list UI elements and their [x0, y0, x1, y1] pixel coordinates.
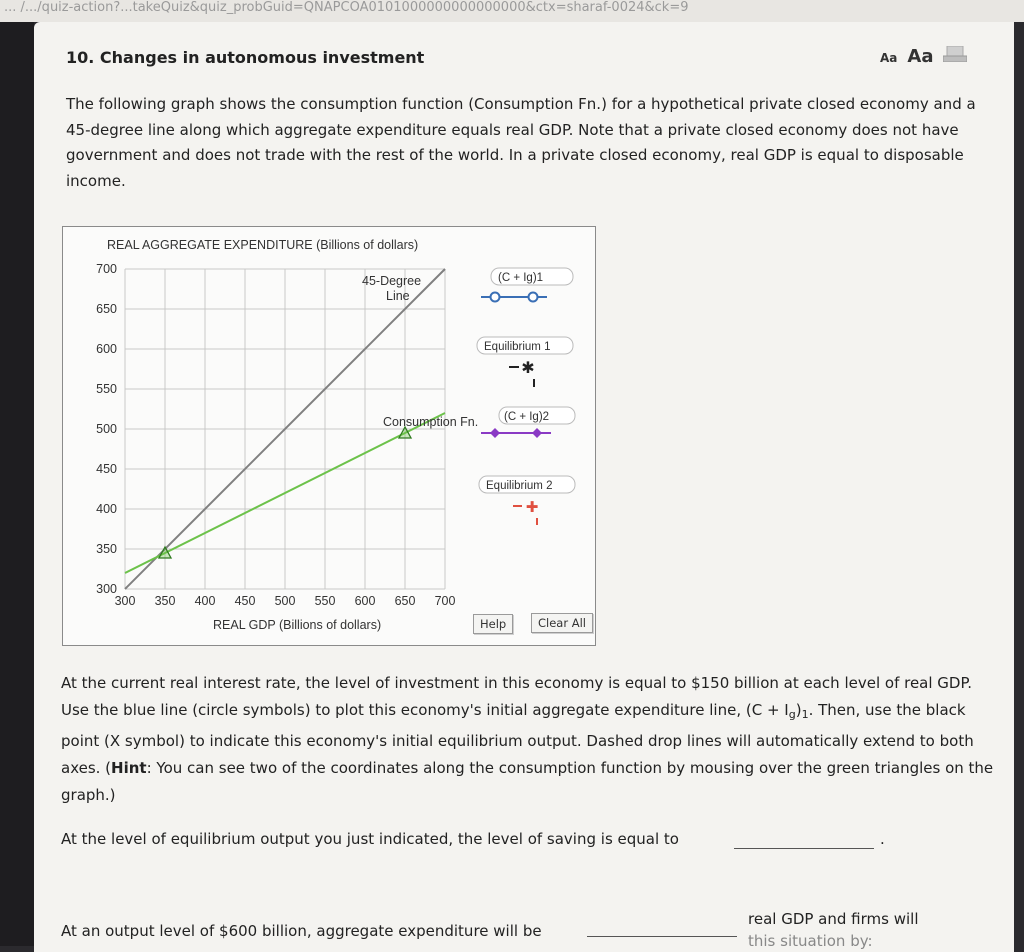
- ae-question-right: real GDP and firms will: [748, 910, 919, 928]
- q1-text-d: : You can see two of the coordinates along the consumption function by mousing over the green triangles on the graph.): [61, 759, 994, 804]
- y-tick-labels: [96, 262, 117, 596]
- print-icon[interactable]: [943, 46, 967, 62]
- 45-degree-label-1: 45-Degree: [362, 274, 422, 288]
- consumption-label: Consumption Fn.: [383, 415, 479, 429]
- x-tick-450: 450: [234, 594, 256, 608]
- y-axis-label: REAL AGGREGATE EXPENDITURE (Billions of dollars): [107, 238, 419, 252]
- y-tick-500: 500: [96, 422, 117, 436]
- y-tick-650: 650: [96, 302, 117, 316]
- ae-question: At an output level of $600 billion, aggregate expenditure will be: [61, 922, 542, 940]
- y-tick-350: 350: [96, 542, 117, 556]
- ae-answer-dropdown[interactable]: [587, 936, 737, 937]
- screen-bezel: [0, 22, 34, 946]
- tool-eq1[interactable]: [477, 337, 573, 387]
- question-instructions: [61, 670, 1001, 809]
- q1-text-b: ): [795, 701, 802, 719]
- x-tick-300: 300: [114, 594, 136, 608]
- ae-question-cut: this situation by:: [748, 932, 873, 950]
- q1-text-c: . Then, use the black point (X symbol) to indicate this economy's initial equilibrium output. Dashed drop lines will automatically extend to both axes. (: [61, 701, 974, 777]
- browser-url-strip: [0, 0, 1024, 22]
- ae1-circle-icon: [529, 293, 538, 302]
- y-tick-600: 600: [96, 342, 117, 356]
- clear-all-button[interactable]: Clear All: [531, 613, 593, 633]
- x-tick-650: 650: [394, 594, 416, 608]
- saving-question: At the level of equilibrium output you just indicated, the level of saving is equal to: [61, 830, 679, 848]
- y-tick-550: 550: [96, 382, 117, 396]
- question-intro: The following graph shows the consumption function (Consumption Fn.) for a hypothetical private closed economy and a 45-degree line along which aggregate expenditure equals real GDP. Note that a private closed economy does not have government and does not trade with the rest of the world. In a private closed economy, real GDP is equal to disposable income.: [66, 95, 976, 190]
- tool-eq2[interactable]: [479, 476, 575, 525]
- q1-subscript-1: 1: [801, 708, 809, 721]
- graph-panel: [62, 226, 596, 646]
- tool-ae2-label: (C + Ig)2: [504, 411, 550, 423]
- saving-answer-dropdown[interactable]: [734, 848, 874, 849]
- saving-question-end: .: [880, 830, 885, 848]
- font-small-button[interactable]: Aa: [880, 51, 898, 65]
- tool-eq1-label: Equilibrium 1: [484, 341, 551, 353]
- question-title: 10. Changes in autonomous investment: [66, 48, 425, 67]
- 45-degree-label-2: Line: [386, 289, 410, 303]
- x-tick-600: 600: [354, 594, 376, 608]
- hint-label: Hint: [111, 759, 147, 777]
- q1-subscript-g: g: [788, 708, 796, 721]
- tool-ae1-label: (C + Ig)1: [498, 272, 544, 284]
- ae2-diamond-icon: [490, 428, 500, 438]
- x-tick-500: 500: [274, 594, 296, 608]
- y-tick-700: 700: [96, 262, 117, 276]
- tool-eq2-label: Equilibrium 2: [486, 480, 553, 492]
- help-button[interactable]: Help: [473, 614, 513, 634]
- y-tick-400: 400: [96, 502, 117, 516]
- ae1-circle-icon: [491, 293, 500, 302]
- ae2-diamond-icon: [532, 428, 542, 438]
- font-large-button[interactable]: Aa: [907, 46, 934, 67]
- url-text: ... /.../quiz-action?...takeQuiz&quiz_probGuid=QNAPCOA0101000000000000000&ctx=sharaf-0024&ck=9: [4, 0, 689, 15]
- y-tick-300: 300: [96, 582, 117, 596]
- quiz-page: [34, 22, 1014, 952]
- tool-ae2[interactable]: [481, 407, 575, 438]
- eq2-plus-icon: ✚: [525, 498, 539, 516]
- x-tick-700: 700: [434, 594, 456, 608]
- tool-ae1[interactable]: [481, 268, 573, 302]
- font-size-tools: [880, 46, 967, 67]
- eq1-x-icon: ✱: [521, 358, 535, 377]
- x-tick-400: 400: [194, 594, 216, 608]
- y-tick-450: 450: [96, 462, 117, 476]
- x-axis-label: REAL GDP (Billions of dollars): [213, 618, 382, 632]
- q1-text-a: At the current real interest rate, the level of investment in this economy is equal to $150 billion at each level of real GDP. Use the blue line (circle symbols) to plot this economy's initial aggregate expenditure line, (C + I: [61, 674, 972, 719]
- x-tick-550: 550: [314, 594, 336, 608]
- chart-svg: [63, 227, 597, 647]
- x-tick-350: 350: [154, 594, 176, 608]
- x-tick-labels: [115, 594, 456, 608]
